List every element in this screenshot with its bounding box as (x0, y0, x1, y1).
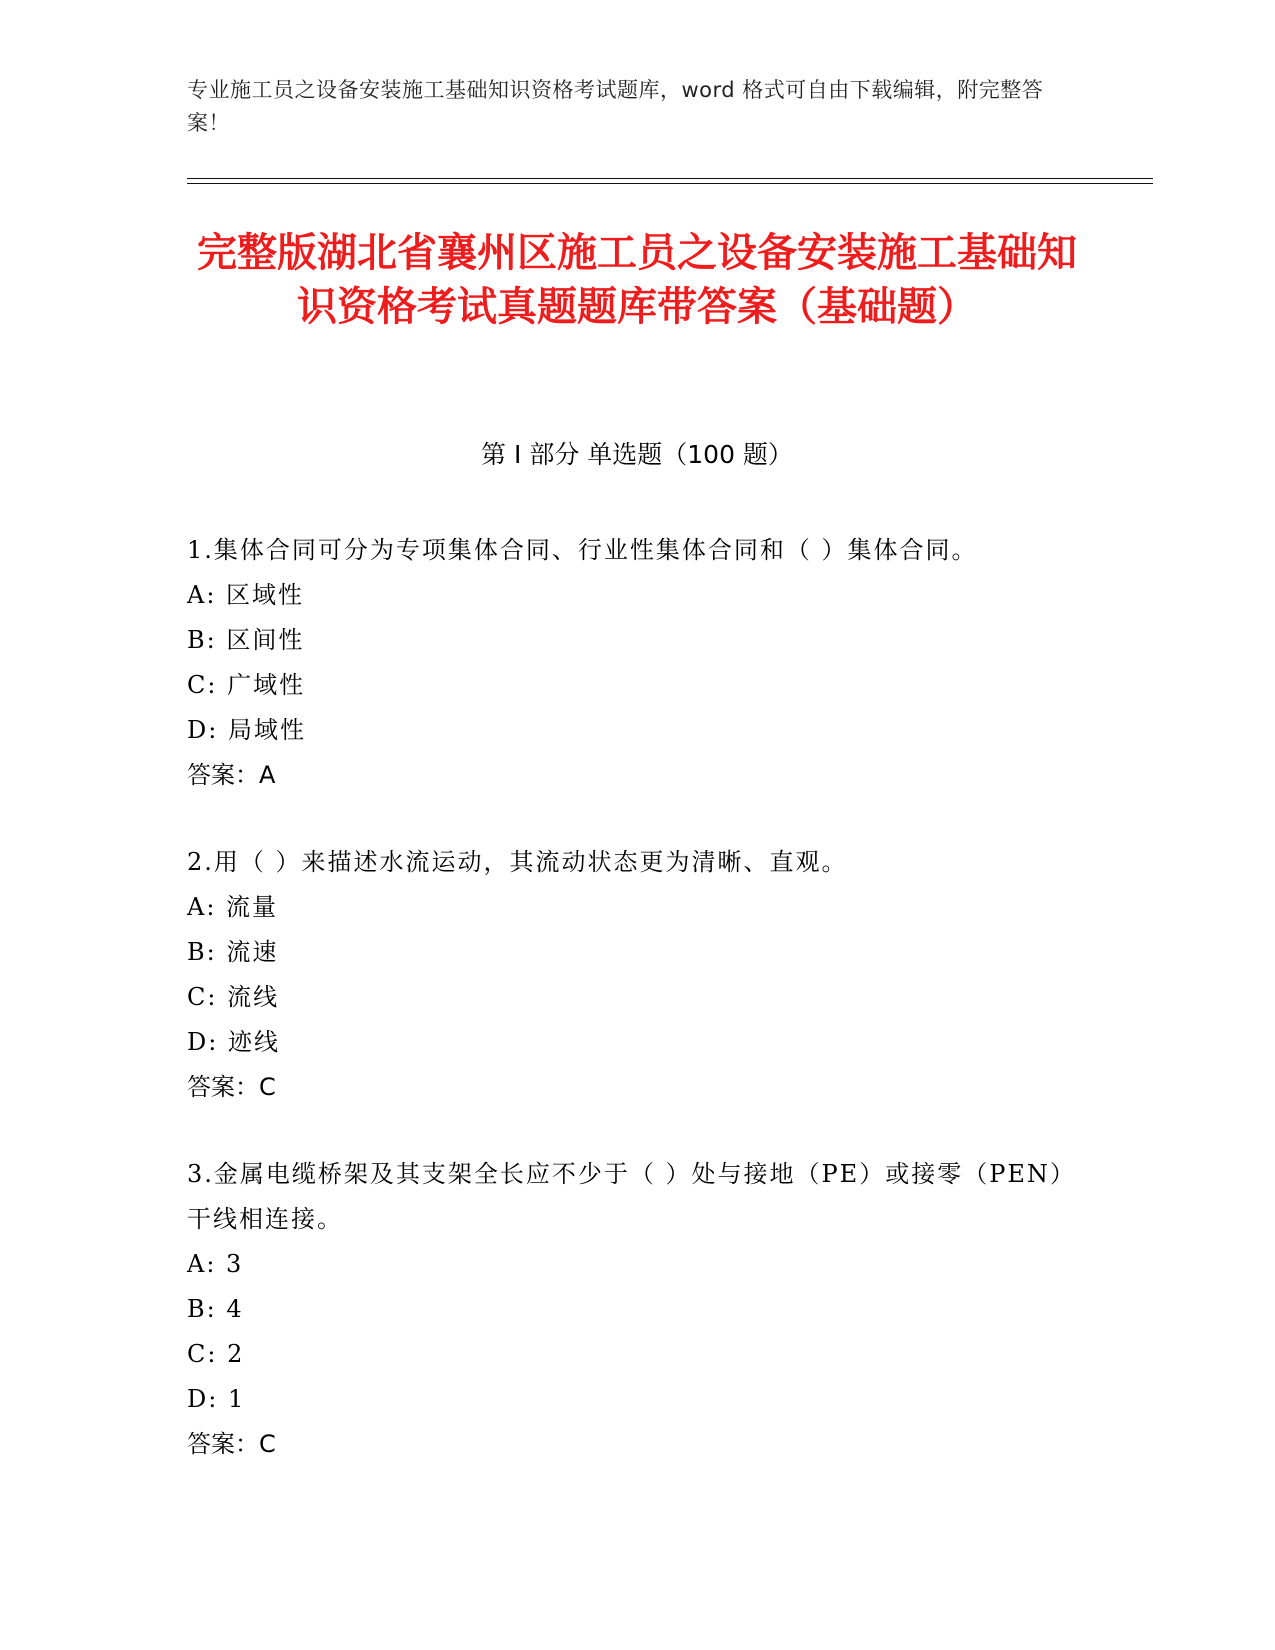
answer-line: 答案：A (187, 761, 276, 789)
question-2 (187, 840, 1087, 1110)
option-b: B: 流速 (187, 938, 279, 966)
header-rule-top (187, 178, 1153, 179)
option-d: D: 迹线 (187, 1028, 280, 1056)
question-list (187, 528, 1087, 1509)
option-b: B: 区间性 (187, 626, 305, 654)
option-c: C: 2 (187, 1340, 245, 1368)
question-stem: 3.金属电缆桥架及其支架全长应不少于（ ）处与接地（PE）或接零（PEN）干线相连接。 (187, 1160, 1076, 1233)
option-a: A: 区域性 (187, 581, 305, 609)
option-a: A: 3 (187, 1250, 244, 1278)
option-c: C: 广域性 (187, 671, 306, 699)
option-a: A: 流量 (187, 893, 279, 921)
option-b: B: 4 (187, 1295, 244, 1323)
option-d: D: 局域性 (187, 716, 306, 744)
question-1 (187, 528, 1087, 798)
document-title: 完整版湖北省襄州区施工员之设备安装施工基础知识资格考试真题题库带答案（基础题） (197, 230, 1077, 330)
question-stem: 1.集体合同可分为专项集体合同、行业性集体合同和（ ）集体合同。 (187, 536, 978, 564)
option-c: C: 流线 (187, 983, 280, 1011)
question-stem: 2.用（ ）来描述水流运动，其流动状态更为清晰、直观。 (187, 848, 848, 876)
section-title: 第 I 部分 单选题（100 题） (481, 440, 793, 469)
answer-line: 答案：C (187, 1430, 276, 1458)
option-d: D: 1 (187, 1385, 246, 1413)
header-note: 专业施工员之设备安装施工基础知识资格考试题库，word 格式可自由下载编辑，附完整答案！ (187, 78, 1044, 135)
answer-line: 答案：C (187, 1073, 276, 1101)
header-rule-bottom (187, 183, 1153, 184)
question-3 (187, 1152, 1087, 1467)
